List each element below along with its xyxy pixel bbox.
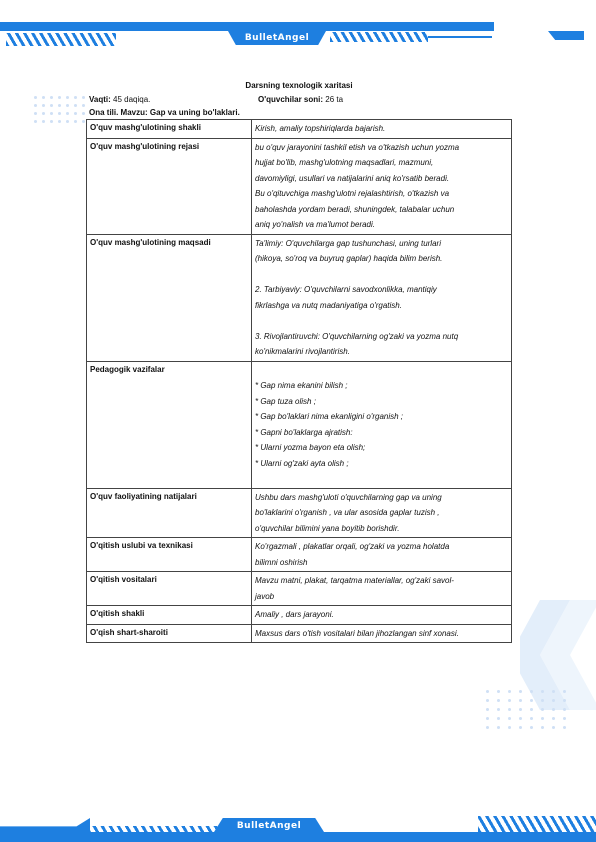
- row-value-line: Kirish, amaliy topshiriqlarda bajarish.: [255, 124, 386, 133]
- header-accent-bar: [0, 22, 494, 31]
- students-info: [258, 94, 343, 106]
- row-label: O'qish shart-sharoiti: [87, 624, 252, 643]
- row-value-line: [255, 313, 508, 329]
- row-label: O'quv mashg'ulotining shakli: [87, 120, 252, 139]
- table-row: [87, 234, 512, 361]
- students-label: O'quvchilar soni:: [258, 95, 324, 104]
- row-value-line: aniq yo'nalish va ma'lumot beradi.: [255, 220, 376, 229]
- row-value-line: javob: [255, 591, 275, 601]
- row-value-line: [255, 363, 508, 379]
- decor-dot-grid-bottom: [486, 690, 566, 729]
- row-value-line: Ta'limiy: O'quvchilarga gap tushunchasi, uning turlari: [255, 238, 441, 248]
- row-value-line: * Gap tuza olish ;: [255, 396, 316, 406]
- row-value-line: bu o'quv jarayonini tashkil etish va o'tkazish uchun yozma: [255, 142, 460, 152]
- table-row: [87, 624, 512, 643]
- footer-corner: [0, 818, 90, 832]
- row-value-line: Ushbu dars mashg'uloti o'quvchilarning gap va uning: [255, 492, 442, 502]
- row-value-line: bilimni oshirish: [255, 557, 308, 567]
- header-brand-logo: BulletAngel: [244, 33, 310, 43]
- table-row: [87, 138, 512, 234]
- row-value-line: fikrlashga va nutq madaniyatiga o'rgatish.: [255, 300, 402, 310]
- row-value-line: * Gapni bo'laklarga ajratish:: [255, 427, 353, 437]
- row-value-line: Ko'rgazmali , plakatlar orqali, og'zaki va yozma holatda: [255, 542, 450, 551]
- header-line: [428, 36, 492, 38]
- row-value-line: o'quvchilar bilimini yana boyitib borishdir.: [255, 523, 400, 533]
- header-stripe-pattern: [6, 33, 116, 46]
- subject-line: Ona tili. Mavzu: Gap va uning bo'laklari.: [89, 108, 240, 117]
- row-value-line: * Ularni og'zaki ayta olish ;: [255, 458, 349, 468]
- header-corner: [548, 31, 584, 40]
- row-value-line: [255, 471, 508, 487]
- students-value: 26 ta: [325, 95, 344, 104]
- row-value: [252, 138, 512, 234]
- row-value: [252, 234, 512, 361]
- lesson-meta: [86, 94, 512, 107]
- row-label: O'qitish uslubi va texnikasi: [87, 538, 252, 572]
- row-value-line: baholashda yordam beradi, shuningdek, talabalar uchun: [255, 204, 455, 214]
- row-value: [252, 488, 512, 538]
- table-row: [87, 361, 512, 488]
- row-value-line: Maxsus dars o'tish vositalari bilan jihozlangan sinf xonasi.: [255, 628, 459, 638]
- row-value: [252, 606, 512, 625]
- row-value: [252, 624, 512, 643]
- lesson-plan-document: [86, 80, 512, 643]
- row-label: O'quv faoliyatining natijalari: [87, 488, 252, 538]
- row-label: Pedagogik vazifalar: [87, 361, 252, 488]
- row-value-line: 3. Rivojlantiruvchi: O'quvchilarning og'zaki va yozma nutq: [255, 331, 459, 341]
- table-row: [87, 120, 512, 139]
- row-value-line: Mavzu matni, plakat, tarqatma materiallar, og'zaki savol-: [255, 576, 454, 585]
- row-value-line: * Ularni yozma bayon eta olish;: [255, 443, 366, 452]
- row-value-line: ko'nikmalarini rivojlantirish.: [255, 347, 350, 356]
- row-value-line: bo'laklarini o'rganish , va ular asosida gaplar tuzish ,: [255, 508, 440, 517]
- footer-stripe-pattern-right: [478, 816, 596, 832]
- row-value-line: Amaliy , dars jarayoni.: [255, 610, 334, 619]
- time-value: 45 daqiqa.: [113, 95, 151, 104]
- row-value: [252, 361, 512, 488]
- table-row: [87, 606, 512, 625]
- row-label: O'quv mashg'ulotining maqsadi: [87, 234, 252, 361]
- header-stripe-pattern-right: [330, 32, 428, 42]
- table-row: [87, 572, 512, 606]
- row-value-line: hujjat bo'lib, mashg'ulotning maqsadlari, mazmuni,: [255, 158, 434, 167]
- row-value-line: * Gap bo'laklari nima ekanligini o'rganish ;: [255, 412, 404, 421]
- decor-dot-grid-top: [34, 96, 85, 123]
- row-value-line: Bu o'qituvchiga mashg'ulotni rejalashtirish, o'tkazish va: [255, 189, 450, 198]
- lesson-plan-table: [86, 119, 512, 643]
- row-value: [252, 572, 512, 606]
- row-value-line: * Gap nima ekanini bilish ;: [255, 381, 348, 390]
- row-label: O'quv mashg'ulotining rejasi: [87, 138, 252, 234]
- row-label: O'qitish shakli: [87, 606, 252, 625]
- row-value-line: (hikoya, so'roq va buyruq gaplar) haqida bilim berish.: [255, 254, 443, 263]
- document-title: Darsning texnologik xaritasi: [245, 81, 353, 90]
- footer-brand-logo: BulletAngel: [236, 821, 302, 831]
- footer-accent-bar: [0, 832, 596, 842]
- row-value: [252, 538, 512, 572]
- row-value: [252, 120, 512, 139]
- table-row: [87, 488, 512, 538]
- time-info: [89, 94, 150, 106]
- row-value-line: 2. Tarbiyaviy: O'quvchilarni savodxonlikka, mantiqiy: [255, 285, 437, 294]
- table-row: [87, 538, 512, 572]
- row-value-line: [255, 267, 508, 283]
- row-value-line: davomiyligi, usullari va natijalarini aniq ko'rsatib beradi.: [255, 173, 450, 183]
- time-label: Vaqti:: [89, 95, 111, 104]
- row-label: O'qitish vositalari: [87, 572, 252, 606]
